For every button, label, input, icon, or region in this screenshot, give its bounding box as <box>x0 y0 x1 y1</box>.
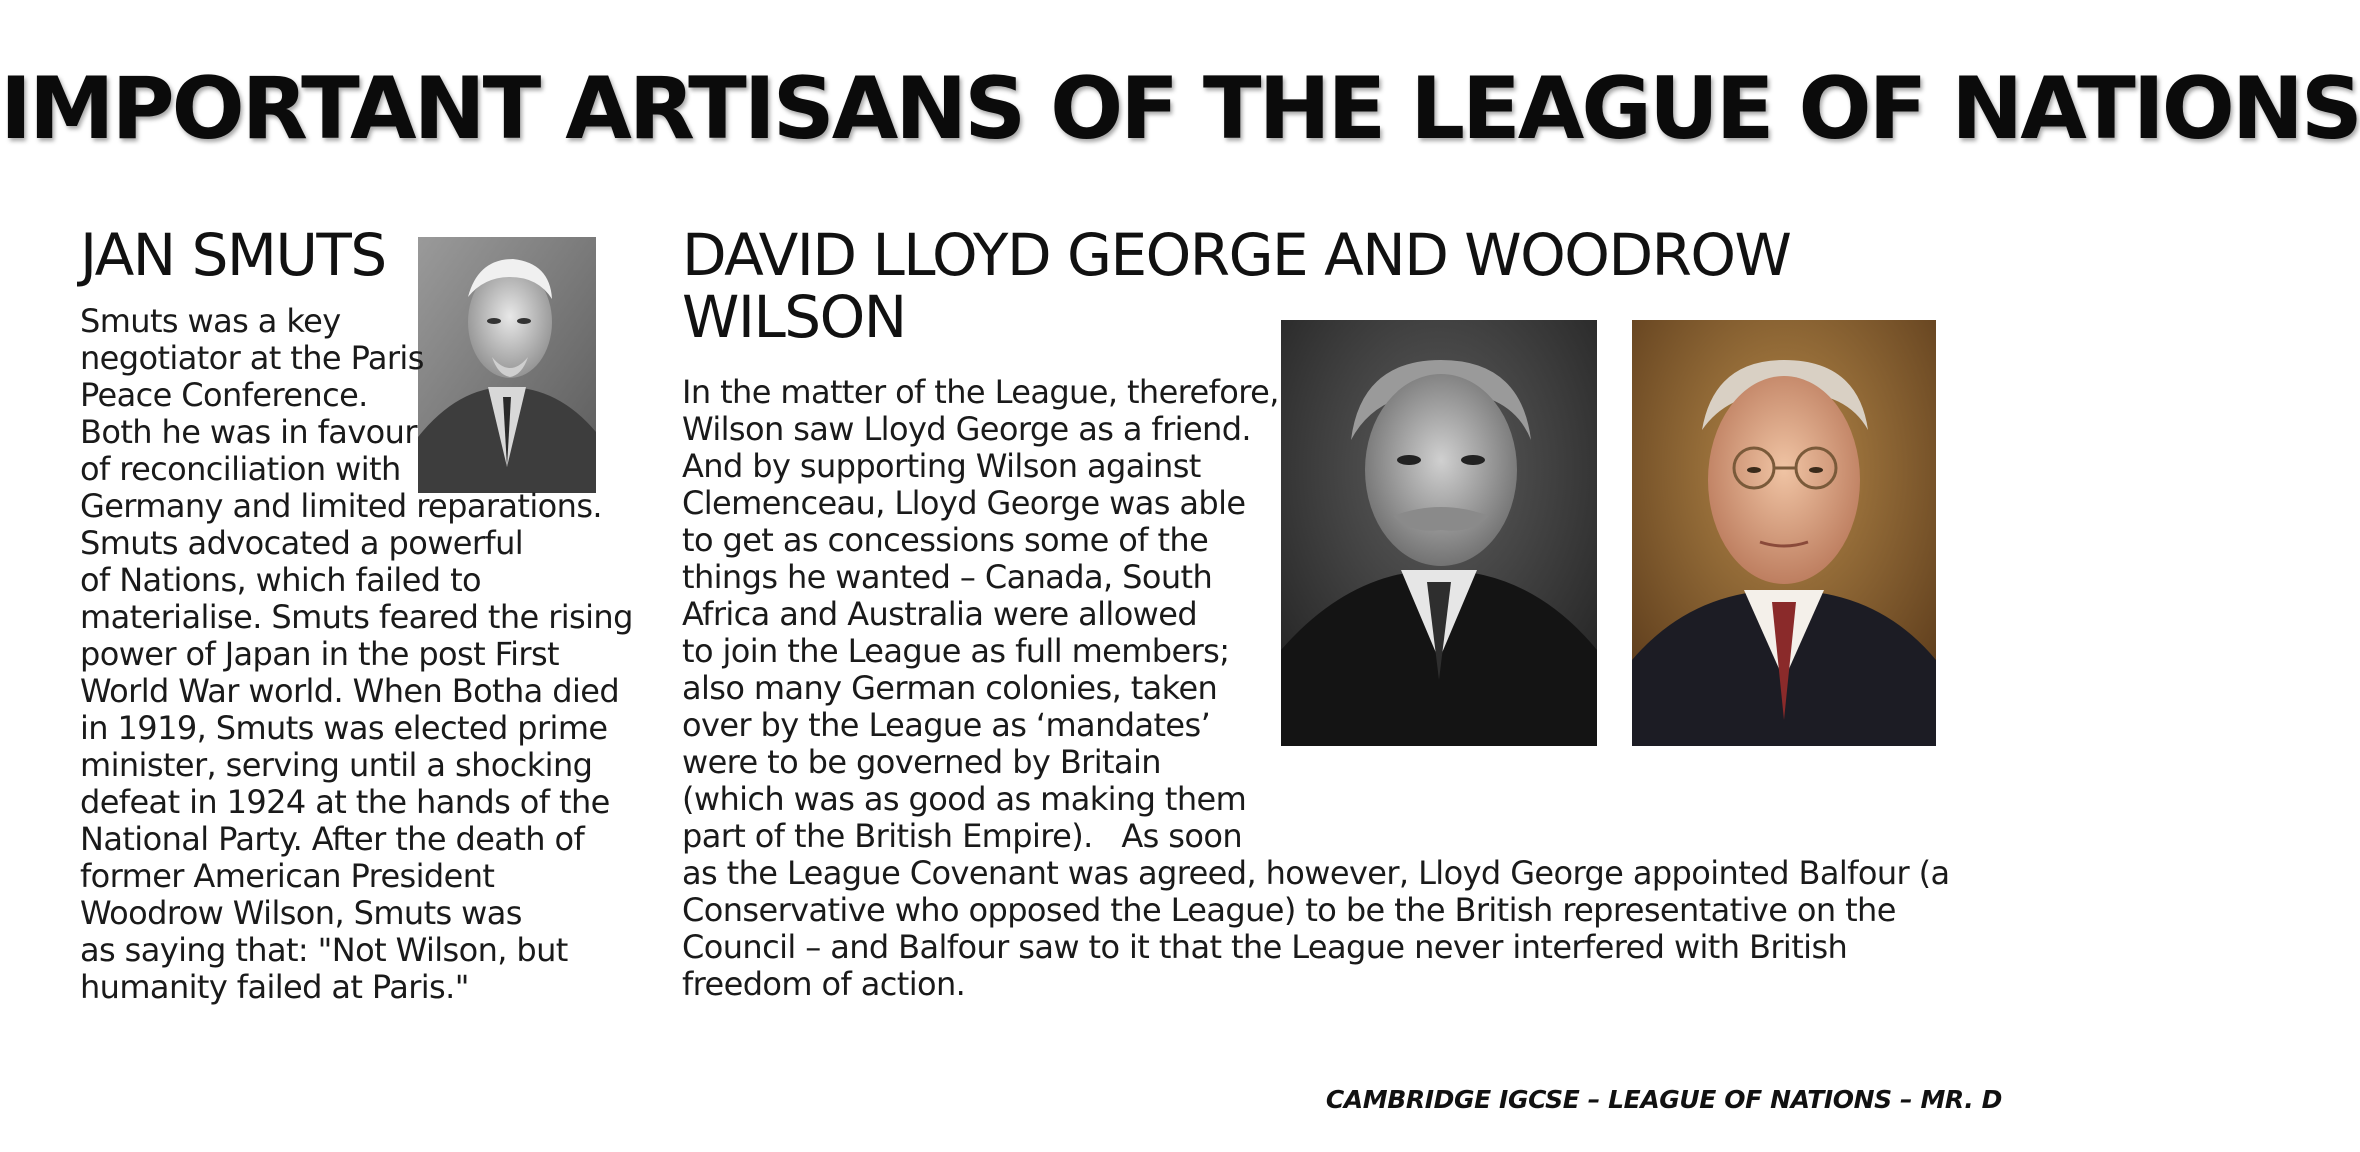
lloyd-wilson-line: Clemenceau, Lloyd George was able <box>682 484 1246 522</box>
lloyd-wilson-line: over by the League as ‘mandates’ <box>682 706 1211 744</box>
smuts-line: Both he was in favour <box>80 413 417 451</box>
lloyd-wilson-heading <box>682 221 1791 351</box>
lloyd-wilson-line: things he wanted – Canada, South <box>682 558 1213 596</box>
smuts-line: former American President <box>80 857 495 895</box>
lloyd-wilson-line: part of the British Empire). As soon <box>682 817 1243 855</box>
smuts-line: Peace Conference. <box>80 376 368 414</box>
lloyd-wilson-line: to join the League as full members; <box>682 632 1230 670</box>
smuts-line: National Party. After the death of <box>80 820 585 858</box>
smuts-line: in 1919, Smuts was elected prime <box>80 709 608 747</box>
lloyd-wilson-line: freedom of action. <box>682 965 966 1003</box>
lloyd-wilson-line: (which was as good as making them <box>682 780 1247 818</box>
footer-course-label: CAMBRIDGE IGCSE – LEAGUE OF NATIONS – MR. D <box>1325 1085 2002 1114</box>
smuts-heading: JAN SMUTS <box>80 221 386 289</box>
lloyd-wilson-line: as the League Covenant was agreed, however, Lloyd George appointed Balfour (a <box>682 854 1950 892</box>
smuts-line: materialise. Smuts feared the rising <box>80 598 633 636</box>
smuts-line: Woodrow Wilson, Smuts was <box>80 894 522 932</box>
lloyd-wilson-heading-line: DAVID LLOYD GEORGE AND WOODROW <box>682 221 1791 289</box>
smuts-line: Smuts was a key <box>80 302 341 340</box>
lloyd-wilson-heading-line: WILSON <box>682 283 906 351</box>
lloyd-wilson-line: also many German colonies, taken <box>682 669 1218 707</box>
smuts-line: negotiator at the Paris <box>80 339 424 377</box>
lloyd-wilson-line: were to be governed by Britain <box>682 743 1161 781</box>
smuts-line: World War world. When Botha died <box>80 672 620 710</box>
smuts-line: as saying that: "Not Wilson, but <box>80 931 568 969</box>
smuts-line: minister, serving until a shocking <box>80 746 593 784</box>
lloyd-wilson-line: And by supporting Wilson against <box>682 447 1201 485</box>
slide-title: IMPORTANT ARTISANS OF THE LEAGUE OF NATIONS <box>0 59 2360 159</box>
smuts-line: of Nations, which failed to <box>80 561 482 599</box>
smuts-text <box>80 303 633 1006</box>
lloyd-wilson-line: to get as concessions some of the <box>682 521 1209 559</box>
smuts-line: Germany and limited reparations. <box>80 487 602 525</box>
smuts-line: humanity failed at Paris." <box>80 968 469 1006</box>
lloyd-wilson-line: Wilson saw Lloyd George as a friend. <box>682 410 1251 448</box>
smuts-line: defeat in 1924 at the hands of the <box>80 783 610 821</box>
smuts-line: power of Japan in the post First <box>80 635 559 673</box>
smuts-line: Smuts advocated a powerful <box>80 524 524 562</box>
lloyd-wilson-line: Conservative who opposed the League) to be the British representative on the <box>682 891 1896 929</box>
smuts-line: of reconciliation with <box>80 450 401 488</box>
lloyd-wilson-line: Africa and Australia were allowed <box>682 595 1198 633</box>
lloyd-wilson-line: In the matter of the League, therefore, <box>682 373 1279 411</box>
lloyd-wilson-line: Council – and Balfour saw to it that the League never interfered with British <box>682 928 1848 966</box>
lloyd-wilson-text <box>682 374 1950 1003</box>
